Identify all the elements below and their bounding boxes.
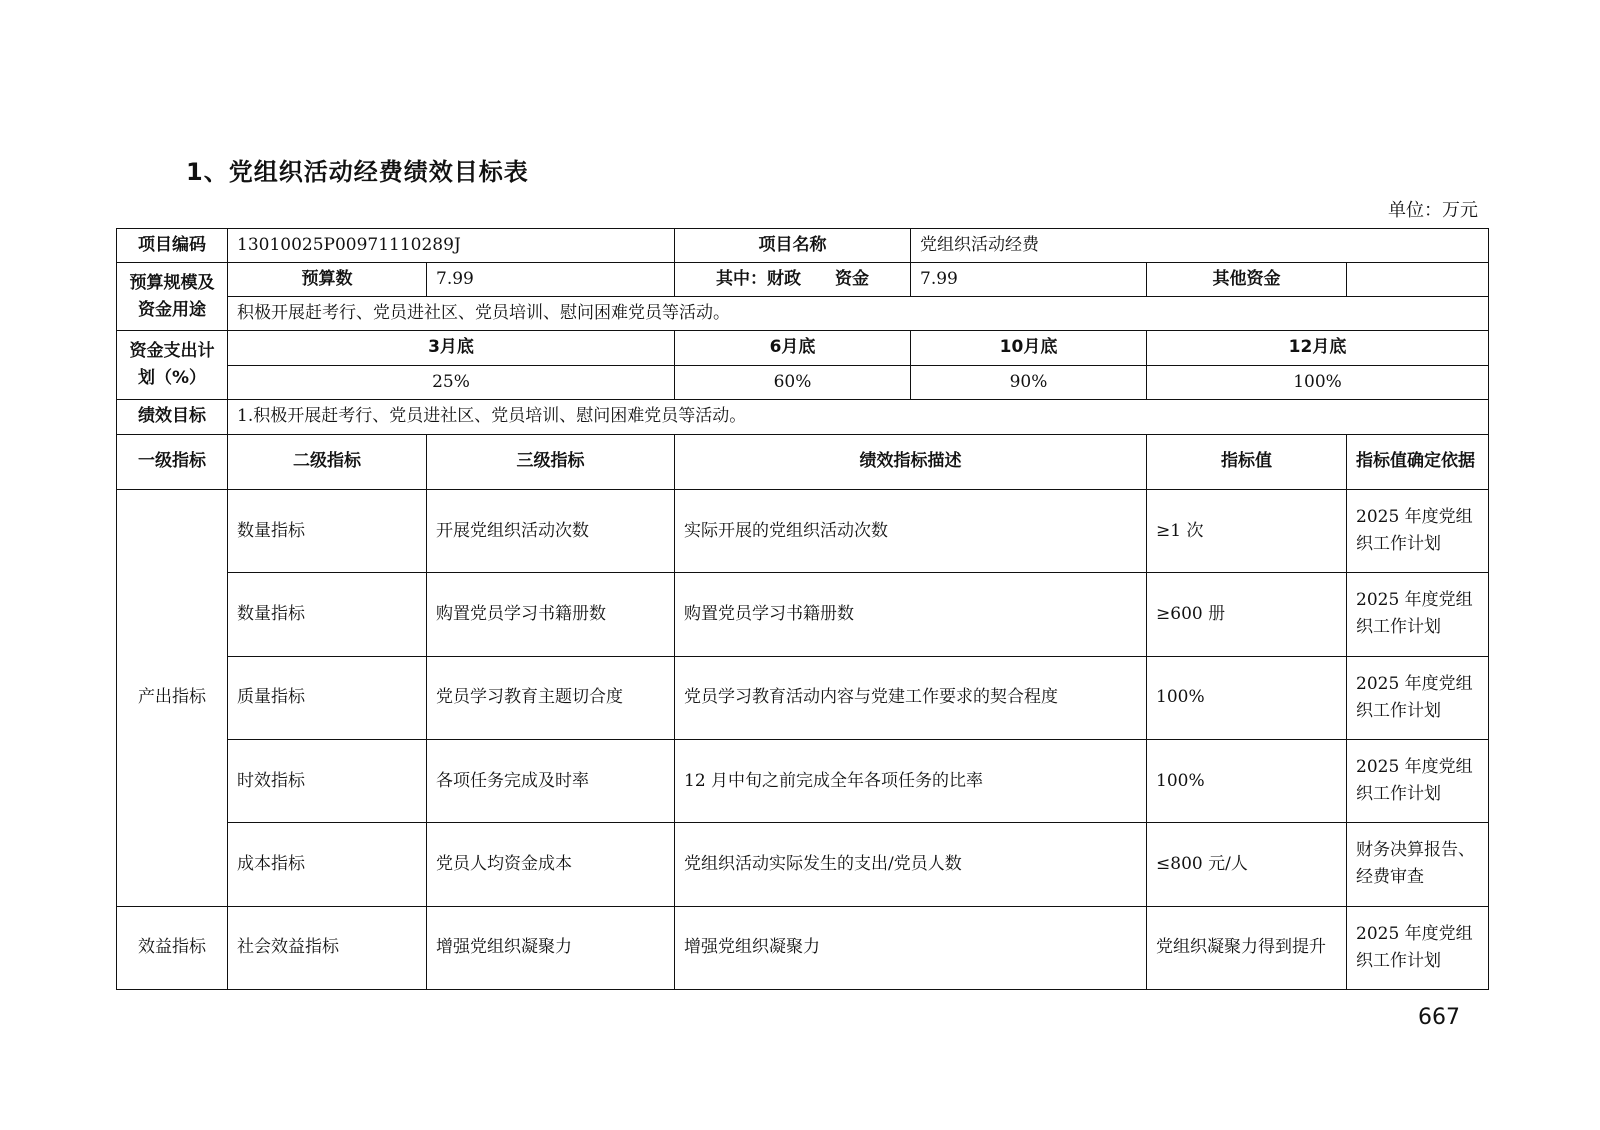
table-row xyxy=(117,489,1489,572)
description-cell: 党组织活动实际发生的支出/党员人数 xyxy=(675,823,1147,906)
project-name-value: 党组织活动经费 xyxy=(911,229,1489,263)
value-cell: ≤800 元/人 xyxy=(1147,823,1347,906)
spending-plan-label: 资金支出计划（%） xyxy=(117,331,228,399)
spending-value-row xyxy=(117,365,1489,399)
spending-period: 3月底 xyxy=(228,331,675,365)
value-cell: ≥1 次 xyxy=(1147,489,1347,572)
goal-row xyxy=(117,399,1489,434)
level2-cell: 数量指标 xyxy=(228,489,427,572)
basis-cell: 2025 年度党组织工作计划 xyxy=(1347,739,1489,822)
table-row xyxy=(117,906,1489,989)
table-row xyxy=(117,656,1489,739)
spending-value: 100% xyxy=(1147,365,1489,399)
description-cell: 增强党组织凝聚力 xyxy=(675,906,1147,989)
usage-row xyxy=(117,297,1489,331)
basis-cell: 2025 年度党组织工作计划 xyxy=(1347,489,1489,572)
level3-cell: 党员学习教育主题切合度 xyxy=(427,656,675,739)
basis-cell: 2025 年度党组织工作计划 xyxy=(1347,573,1489,656)
description-cell: 12 月中旬之前完成全年各项任务的比率 xyxy=(675,739,1147,822)
spending-period: 6月底 xyxy=(675,331,911,365)
page-number: 667 xyxy=(1418,1005,1460,1030)
table-row xyxy=(117,823,1489,906)
budget-amount-label: 预算数 xyxy=(228,263,427,297)
level2-cell: 社会效益指标 xyxy=(228,906,427,989)
level3-cell: 党员人均资金成本 xyxy=(427,823,675,906)
performance-table xyxy=(116,228,1489,990)
description-cell: 实际开展的党组织活动次数 xyxy=(675,489,1147,572)
spending-value: 60% xyxy=(675,365,911,399)
spending-value: 25% xyxy=(228,365,675,399)
header-description: 绩效指标描述 xyxy=(675,434,1147,489)
basis-cell: 2025 年度党组织工作计划 xyxy=(1347,656,1489,739)
value-cell: ≥600 册 xyxy=(1147,573,1347,656)
project-row xyxy=(117,229,1489,263)
header-value: 指标值 xyxy=(1147,434,1347,489)
basis-cell: 2025 年度党组织工作计划 xyxy=(1347,906,1489,989)
budget-usage-text: 积极开展赶考行、党员进社区、党员培训、慰问困难党员等活动。 xyxy=(228,297,1489,331)
budget-amount-value: 7.99 xyxy=(427,263,675,297)
project-name-label: 项目名称 xyxy=(675,229,911,263)
table-row xyxy=(117,739,1489,822)
unit-label: 单位：万元 xyxy=(1388,200,1478,221)
level2-cell: 数量指标 xyxy=(228,573,427,656)
level2-cell: 质量指标 xyxy=(228,656,427,739)
basis-cell: 财务决算报告、经费审查 xyxy=(1347,823,1489,906)
level3-cell: 开展党组织活动次数 xyxy=(427,489,675,572)
spending-period: 10月底 xyxy=(911,331,1147,365)
level3-cell: 购置党员学习书籍册数 xyxy=(427,573,675,656)
spending-period-row xyxy=(117,331,1489,365)
budget-row xyxy=(117,263,1489,297)
indicator-header-row xyxy=(117,434,1489,489)
fiscal-fund-label: 其中：财政 资金 xyxy=(675,263,911,297)
table-row xyxy=(117,573,1489,656)
header-level1: 一级指标 xyxy=(117,434,228,489)
spending-value: 90% xyxy=(911,365,1147,399)
header-basis: 指标值确定依据 xyxy=(1347,434,1489,489)
fiscal-fund-value: 7.99 xyxy=(911,263,1147,297)
description-cell: 购置党员学习书籍册数 xyxy=(675,573,1147,656)
level3-cell: 增强党组织凝聚力 xyxy=(427,906,675,989)
project-code-value: 13010025P00971110289J xyxy=(228,229,675,263)
project-code-label: 项目编码 xyxy=(117,229,228,263)
level1-benefit: 效益指标 xyxy=(117,906,228,989)
level3-cell: 各项任务完成及时率 xyxy=(427,739,675,822)
other-fund-value xyxy=(1347,263,1489,297)
header-level2: 二级指标 xyxy=(228,434,427,489)
page-title: 1、党组织活动经费绩效目标表 xyxy=(186,158,529,186)
goal-label: 绩效目标 xyxy=(117,399,228,434)
goal-text: 1.积极开展赶考行、党员进社区、党员培训、慰问困难党员等活动。 xyxy=(228,399,1489,434)
value-cell: 党组织凝聚力得到提升 xyxy=(1147,906,1347,989)
spending-period: 12月底 xyxy=(1147,331,1489,365)
description-cell: 党员学习教育活动内容与党建工作要求的契合程度 xyxy=(675,656,1147,739)
value-cell: 100% xyxy=(1147,739,1347,822)
level1-output: 产出指标 xyxy=(117,489,228,906)
level2-cell: 时效指标 xyxy=(228,739,427,822)
level2-cell: 成本指标 xyxy=(228,823,427,906)
budget-label: 预算规模及资金用途 xyxy=(117,263,228,331)
other-fund-label: 其他资金 xyxy=(1147,263,1347,297)
value-cell: 100% xyxy=(1147,656,1347,739)
header-level3: 三级指标 xyxy=(427,434,675,489)
